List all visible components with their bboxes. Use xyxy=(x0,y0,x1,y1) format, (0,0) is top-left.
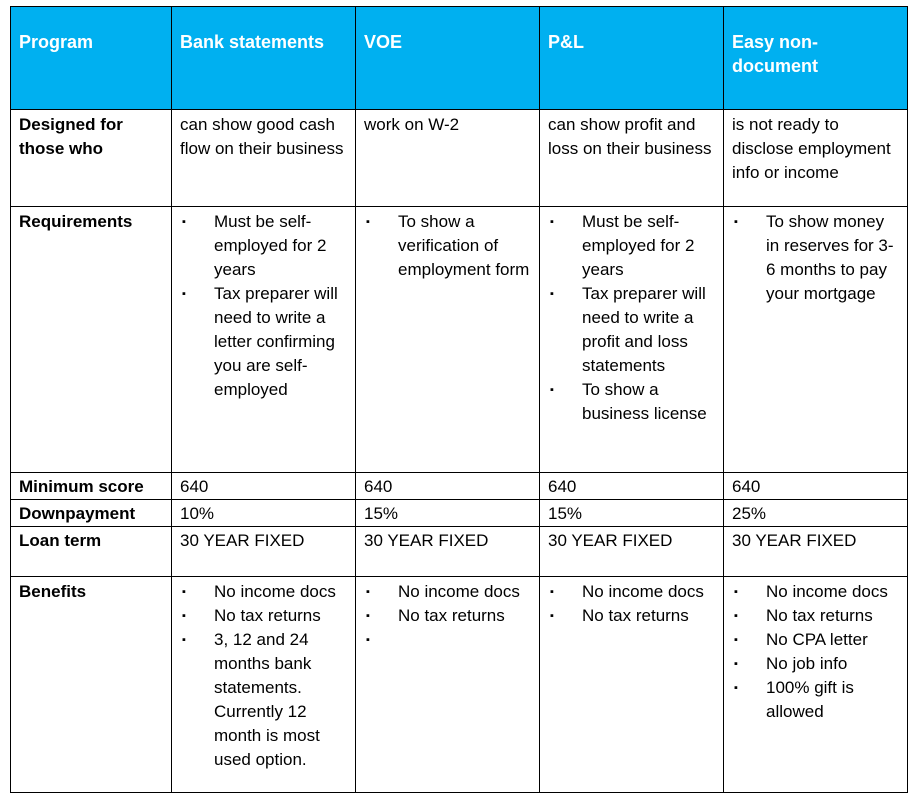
requirement-item-list xyxy=(180,210,349,402)
requirement-item: ▪ To show a verification of employment form xyxy=(364,210,533,282)
row-label: Minimum score xyxy=(11,473,172,500)
header-bank-statements: Bank statements xyxy=(172,7,356,110)
designed-cell: work on W-2 xyxy=(356,110,540,207)
benefit-item xyxy=(364,628,533,652)
score-cell: 640 xyxy=(172,473,356,500)
requirements-cell xyxy=(724,207,908,473)
requirements-row xyxy=(11,207,908,473)
score-cell: 640 xyxy=(356,473,540,500)
benefit-item-list xyxy=(548,580,717,628)
header-pl: P&L xyxy=(540,7,724,110)
benefits-row xyxy=(11,577,908,793)
benefit-item-list xyxy=(180,580,349,772)
row-label: Designed for those who xyxy=(11,110,172,207)
requirements-cell xyxy=(356,207,540,473)
benefit-item: ▪ No tax returns xyxy=(180,604,349,628)
benefits-cell xyxy=(724,577,908,793)
requirement-item-list xyxy=(364,210,533,282)
benefit-item: ▪ 3, 12 and 24 months bank statements. Currently 12 month is most used option. xyxy=(180,628,349,772)
designed-cell: can show profit and loss on their business xyxy=(540,110,724,207)
requirements-cell xyxy=(172,207,356,473)
designed-row xyxy=(11,110,908,207)
requirement-item: ▪ To show a business license xyxy=(548,378,717,426)
header-program: Program xyxy=(11,7,172,110)
requirement-item: ▪ Tax preparer will need to write a letter confirming you are self-employed xyxy=(180,282,349,402)
loan-term-cell: 30 YEAR FIXED xyxy=(540,527,724,577)
row-label: Benefits xyxy=(11,577,172,793)
requirement-item: ▪ Tax preparer will need to write a profit and loss statements xyxy=(548,282,717,378)
header-voe: VOE xyxy=(356,7,540,110)
requirement-item: ▪ Must be self-employed for 2 years xyxy=(180,210,349,282)
benefit-item: ▪ No income docs xyxy=(548,580,717,604)
row-label: Requirements xyxy=(11,207,172,473)
loan-term-row xyxy=(11,527,908,577)
benefit-item: ▪ No income docs xyxy=(732,580,901,604)
benefit-item-list xyxy=(364,580,533,652)
downpayment-cell: 15% xyxy=(540,500,724,527)
row-label: Loan term xyxy=(11,527,172,577)
benefit-item: ▪ No CPA letter xyxy=(732,628,901,652)
downpayment-row xyxy=(11,500,908,527)
benefit-item: ▪ No income docs xyxy=(180,580,349,604)
row-label: Downpayment xyxy=(11,500,172,527)
requirements-cell xyxy=(540,207,724,473)
loan-term-cell: 30 YEAR FIXED xyxy=(172,527,356,577)
benefit-item: ▪ No job info xyxy=(732,652,901,676)
requirement-item-list xyxy=(732,210,901,306)
benefit-item: ▪ No tax returns xyxy=(732,604,901,628)
loan-term-cell: 30 YEAR FIXED xyxy=(724,527,908,577)
downpayment-cell: 15% xyxy=(356,500,540,527)
benefits-cell xyxy=(172,577,356,793)
requirement-item: ▪ To show money in reserves for 3-6 months to pay your mortgage xyxy=(732,210,901,306)
header-easy-non-document: Easy non-document xyxy=(724,7,908,110)
benefit-item: ▪ No tax returns xyxy=(548,604,717,628)
score-cell: 640 xyxy=(540,473,724,500)
downpayment-cell: 10% xyxy=(172,500,356,527)
downpayment-cell: 25% xyxy=(724,500,908,527)
requirement-item: ▪ Must be self-employed for 2 years xyxy=(548,210,717,282)
requirement-item-list xyxy=(548,210,717,426)
benefits-cell xyxy=(356,577,540,793)
header-row xyxy=(11,7,908,110)
benefits-cell xyxy=(540,577,724,793)
loan-term-cell: 30 YEAR FIXED xyxy=(356,527,540,577)
benefit-item-list xyxy=(732,580,901,724)
benefit-item: ▪ No income docs xyxy=(364,580,533,604)
minimum-score-row xyxy=(11,473,908,500)
score-cell: 640 xyxy=(724,473,908,500)
designed-cell: can show good cash flow on their business xyxy=(172,110,356,207)
benefit-item: ▪ 100% gift is allowed xyxy=(732,676,901,724)
benefit-item: ▪ No tax returns xyxy=(364,604,533,628)
loan-programs-table xyxy=(10,6,908,793)
designed-cell: is not ready to disclose employment info or income xyxy=(724,110,908,207)
